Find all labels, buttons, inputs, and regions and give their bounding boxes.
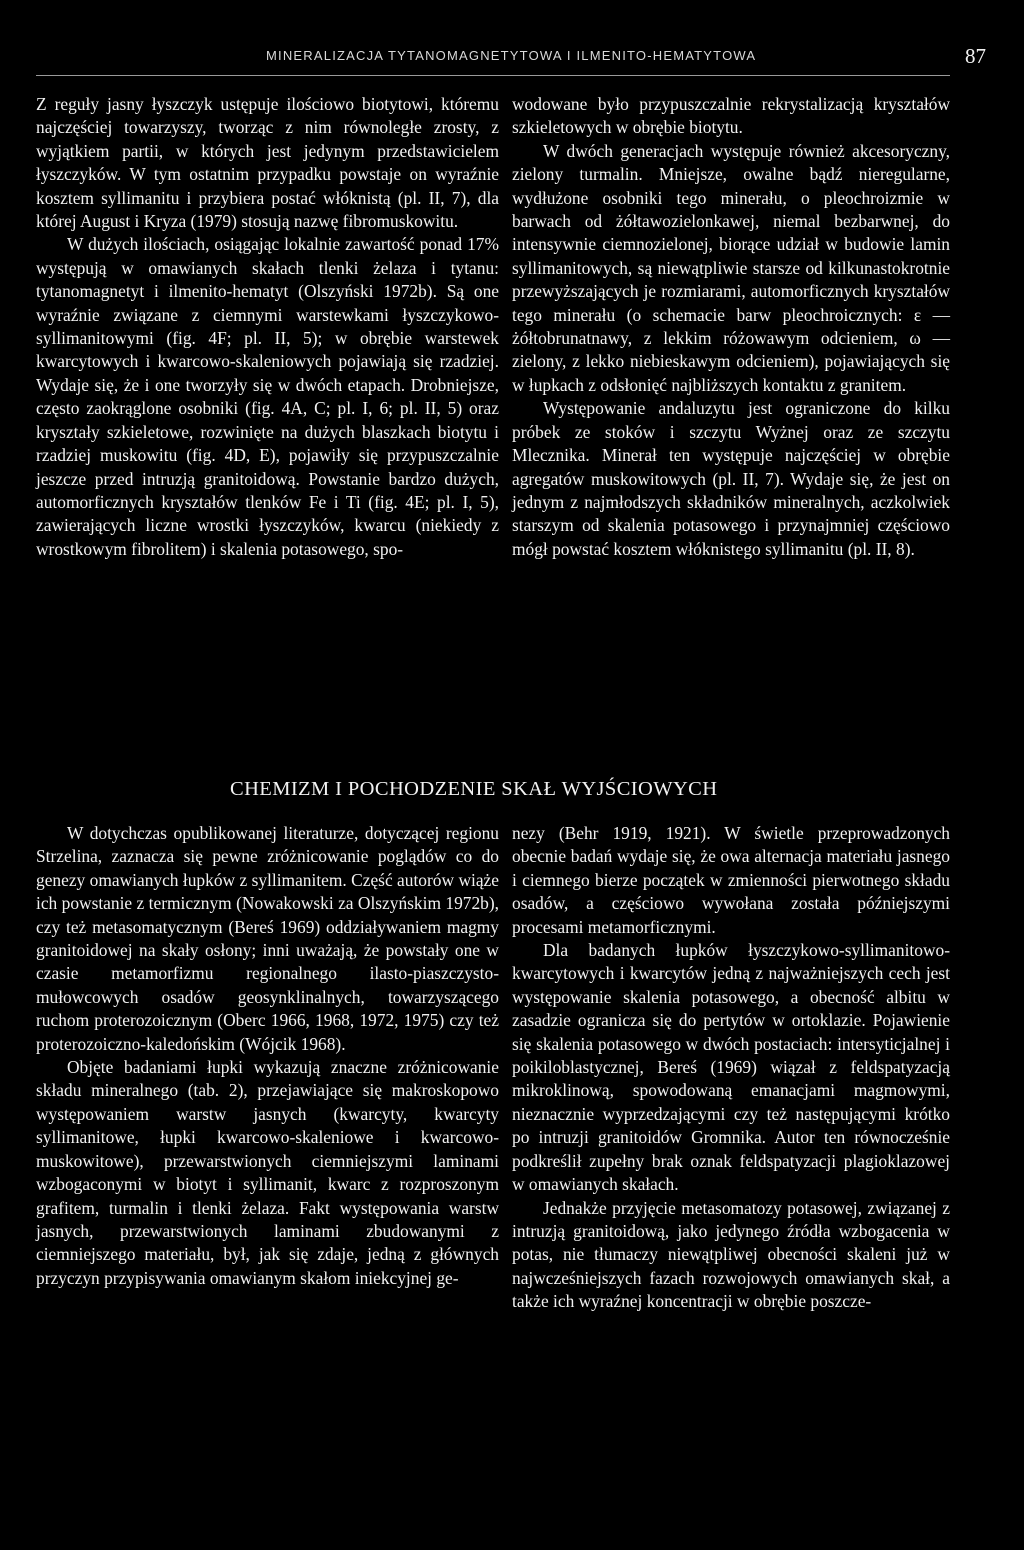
- paragraph: Występowanie andaluzytu jest ograniczone do kilku próbek ze stoków i szczytu Wyżnej oraz ze szczytu Mlecznika. Minerał ten występuje najczęściej w obrębie agregatów muskowitowych (pl. II, 7). Wydaje się, że jest on jednym z najmłodszych składników mineralnych, aczkolwiek starszym od skalenia potasowego i przynajmniej częściowo mógł powstać kosztem włóknistego syllimanitu (pl. II, 8).: [512, 398, 950, 559]
- paragraph: W dwóch generacjach występuje również akcesoryczny, zielony turmalin. Mniejsze, owalne bądź nieregularne, wydłużone osobniki tego minerału, o pleochroizmie w barwach od żółtawozielonkawej, niemal bezbarwnej, do intensywnie ciemnozielonej, biorące udział w budowie lamin syllimanitowych, są niewątpliwie starsze od kilkunastokrotnie przewyższających je rozmiarami, automorficznych kryształów tego minerału (o schemacie barw pleochroicznych: ε — żółtobrunatnawy, z lekkim różowawym odcieniem, ω — zielony, z lekko niebieskawym odcieniem), pojawiających się w łupkach z odsłonięć najbliższych kontaktu z granitem.: [512, 140, 950, 395]
- text-column-top-left: [36, 93, 499, 561]
- paragraph: Z reguły jasny łyszczyk ustępuje ilościowo biotytowi, któremu najczęściej towarzyszy, tworząc z nim równoległe zrosty, z wyjątkiem partii, w których jest jedynym przedstawicielem łyszczyków. W tym ostatnim przypadku powstaje on wyraźnie kosztem syllimanitu i przybiera postać włóknistą (pl. II, 7), dla której August i Kryza (1979) stosują nazwę fibromuskowitu.: [36, 94, 499, 232]
- running-header: [36, 44, 986, 74]
- text-column-bottom-left: [36, 822, 499, 1290]
- paragraph: Jednakże przyjęcie metasomatozy potasowej, związanej z intruzją granitoidową, jako jedynego źródła wzbogacenia w potas, nie tłumaczy niewątpliwej obecności skaleni już w najwcześniejszych fazach rozwojowych omawianych skał, a także ich wyraźnej koncentracji w obrębie poszcze-: [512, 1197, 950, 1312]
- paragraph: W dużych ilościach, osiągając lokalnie zawartość ponad 17% występują w omawianych skałach tlenki żelaza i tytanu: tytanomagnetyt i ilmenito-hematyt (Olszyński 1972b). Są one wyraźnie związane z ciemnymi warstewkami łyszczykowo-syllimanitowymi (fig. 4F; pl. II, 5); w obrębie warstewek kwarcytowych i kwarcowo-skaleniowych pojawiają się rzadziej. Wydaje się, że i one tworzyły się w dwóch etapach. Drobniejsze, często zaokrąglone osobniki (fig. 4A, C; pl. I, 6; pl. II, 5) oraz kryształy szkieletowe, rozwinięte na dużych blaszkach biotytu i rzadziej muskowitu (fig. 4D, E), pojawiły się przypuszczalnie jeszcze przed intruzją granitoidową. Powstanie bardzo dużych, automorficznych kryształów tlenków Fe i Ti (fig. 4E; pl. I, 5), zawierających liczne wrostki łyszczyków, kwarcu (niekiedy z wrostkowym fibrolitem) i skalenia potasowego, spo-: [36, 234, 499, 559]
- paragraph: Dla badanych łupków łyszczykowo-syllimanitowo-kwarcytowych i kwarcytów jedną z najważniejszych cech jest występowanie skalenia potasowego, a obecność albitu w zasadzie ogranicza się do pertytów w ortoklazie. Pojawienie się skalenia potasowego w dwóch postaciach: intersyticjalnej i poikiloblastycznej, Bereś (1969) wiązał z feldspatyzacją mikroklinową, spowodowaną emanacjami magmowymi, nieznacznie wyprzedzającymi czy też następującymi krótko po intruzji granitoidów Gromnika. Autor ten równocześnie podkreślił zupełny brak oznak feldspatyzacji plagioklazowej w omawianych skałach.: [512, 940, 950, 1195]
- running-title: MINERALIZACJA TYTANOMAGNETYTOWA I ILMENITO-HEMATYTOWA: [266, 48, 757, 63]
- paragraph: wodowane było przypuszczalnie rekrystalizacją kryształów szkieletowych w obrębie biotytu.: [512, 94, 950, 138]
- paragraph: nezy (Behr 1919, 1921). W świetle przeprowadzonych obecnie badań wydaje się, że owa alternacja materiału jasnego i ciemnego bierze początek w zmienności pierwotnego składu osadów, a częściowo wywołana została późniejszymi procesami metamorficznymi.: [512, 823, 950, 937]
- header-rule: [36, 75, 950, 76]
- text-column-bottom-right: [512, 822, 950, 1314]
- paragraph: W dotychczas opublikowanej literaturze, dotyczącej regionu Strzelina, zaznacza się pewne zróżnicowanie poglądów co do genezy omawianych łupków z syllimanitem. Część autorów wiąże ich powstanie z termicznym (Nowakowski za Olszyńskim 1972b), czy też metasomatycznym (Bereś 1969) oddziaływaniem magmy granitoidowej na skały osłony; inni uważają, że powstały one w czasie metamorfizmu regionalnego ilasto-piaszczysto-mułowcowych osadów geosynklinalnych, towarzyszącego ruchom proterozoicznym (Oberc 1966, 1968, 1972, 1975) czy też proterozoiczno-kaledońskim (Wójcik 1968).: [36, 823, 499, 1054]
- section-heading: CHEMIZM I POCHODZENIE SKAŁ WYJŚCIOWYCH: [230, 778, 718, 800]
- text-column-top-right: [512, 93, 950, 561]
- paragraph: Objęte badaniami łupki wykazują znaczne zróżnicowanie składu mineralnego (tab. 2), przejawiające się makroskopowo występowaniem warstw jasnych (kwarcyty, kwarcyty syllimanitowe, łupki kwarcowo-skaleniowe i kwarcowo-muskowitowe), przewarstwionych ciemniejszymi laminami wzbogaconymi w biotyt i syllimanit, kwarc z rozproszonym grafitem, turmalin i tlenki żelaza. Fakt występowania warstw jasnych, przewarstwionych laminami zbudowanymi z ciemniejszego materiału, był, jak się zdaje, jedną z głównych przyczyn przypisywania omawianym skałom iniekcyjnej ge-: [36, 1057, 499, 1288]
- page-number: 87: [965, 44, 986, 68]
